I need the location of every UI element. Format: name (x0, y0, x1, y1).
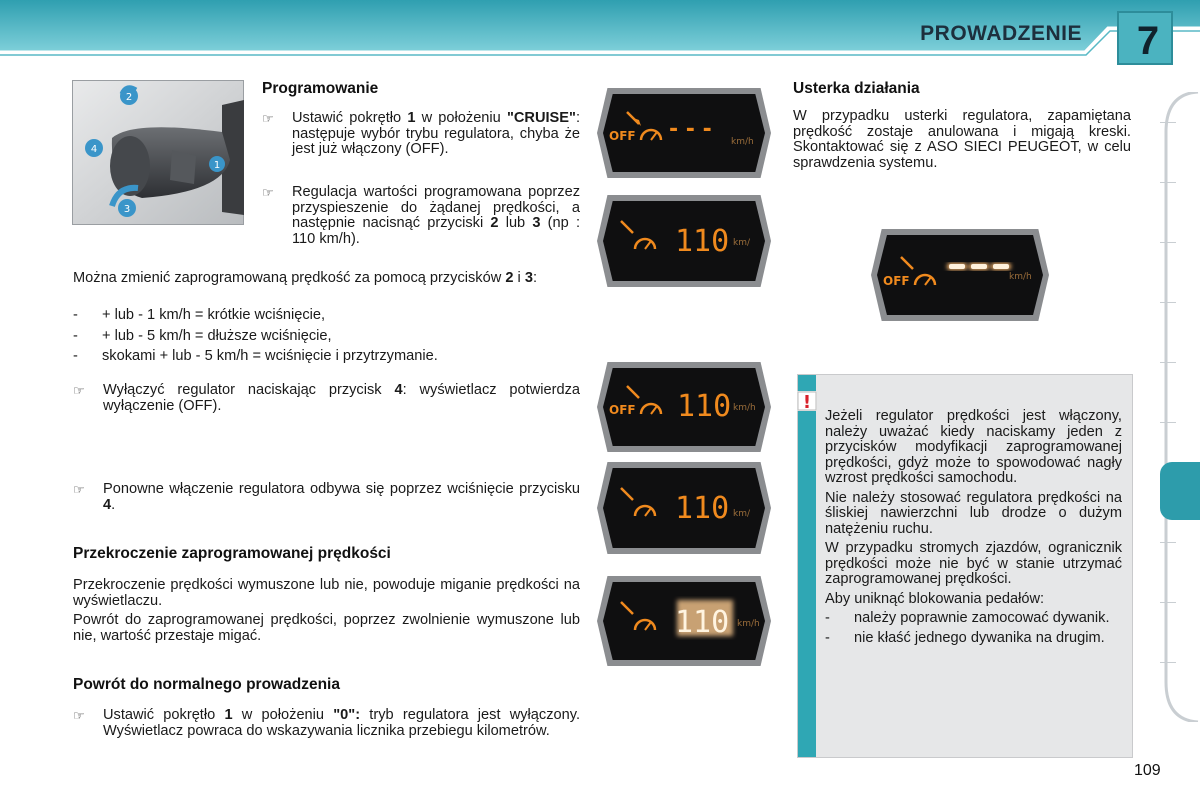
warning-paragraph-2: Nie należy stosować regulatora prędkości na śliskiej nawierzchni lub drodze o dużym natężeniu ruchu. (825, 489, 1122, 537)
speedometer-icon (621, 602, 655, 630)
warning-paragraph-1: Jeżeli regulator prędkości jest włączony, należy uważać kiedy naciskamy jeden z przycisków modyfikacji zaprogramowanej prędkości, gdyż może to spowodować nagły wzrost prędkości samochodu. (825, 408, 1122, 486)
list-item: - + lub - 5 km/h = dłuższe wciśnięcie, (73, 327, 332, 344)
instruction-return: ☞ Ustawić pokrętło 1 w położeniu "0": tryb regulatora jest wyłączony. Wyświetlacz powraca do wskazywania licznika przebiegu kilometrów. (73, 707, 581, 739)
label-3: 3 (123, 204, 131, 215)
pointer-icon: ☞ (262, 185, 274, 200)
list-item: - + lub - 1 km/h = krótkie wciśnięcie, (73, 307, 326, 323)
section-title-usterka: Usterka działania (793, 80, 920, 97)
instruction-switch-off: ☞ Wyłączyć regulator naciskając przycisk 4: wyświetlacz potwierdza wyłączenie (OFF). (73, 382, 580, 414)
chapter-number: 7 (1136, 18, 1160, 63)
list-item: - należy poprawnie zamocować dywanik. (825, 610, 1110, 626)
warning-paragraph-3: W przypadku stromych zjazdów, ogranicznik prędkości może nie być w stanie utrzymać zaprogramowanej prędkości. (825, 540, 1122, 587)
pointer-icon: ☞ (73, 383, 85, 398)
adjustment-list (73, 303, 580, 365)
display-speed-110 (597, 195, 771, 287)
paragraph-usterka: W przypadku usterki regulatora, zapamiętana prędkość zostaje anulowana i migają kreski. Skontaktować się z ASO SIECI PEUGEOT, w celu sprawdzenia systemu. (793, 108, 1131, 171)
list-item: - nie kłaść jednego dywanika na drugim. (825, 629, 1105, 646)
page-header (0, 0, 1200, 63)
pointer-icon: ☞ (73, 482, 85, 497)
speed-readout: 110 (675, 224, 730, 259)
warning-paragraph-4: Aby uniknąć blokowania pedałów: (825, 590, 1045, 607)
unit-kmh: km/h (733, 403, 756, 413)
unit-kmh: km/ (733, 509, 751, 519)
chapter-index-tabs (1160, 92, 1200, 722)
pointer-icon: ☞ (73, 708, 85, 723)
display-speed-110-resumed (597, 462, 771, 554)
instruction-switch-on: ☞ Ponowne włączenie regulatora odbywa się poprzez wciśnięcie przycisku 4. (73, 481, 580, 513)
display-speed-flashing (597, 576, 771, 666)
page-number: 109 (1134, 762, 1161, 779)
speed-readout: 110 (675, 491, 730, 526)
display-fault (871, 229, 1049, 321)
section-title-powrot: Powrót do normalnego prowadzenia (73, 676, 340, 693)
unit-kmh: km/h (737, 619, 760, 629)
section-title-programowanie: Programowanie (262, 80, 379, 97)
instruction-set-cruise: ☞ Ustawić pokrętło 1 w położeniu "CRUISE": następuje wybór trybu regulatora, chyba że jest już włączony (OFF). (262, 110, 580, 157)
warning-stripe (798, 375, 816, 757)
svg-text:!: ! (802, 392, 812, 411)
dashes-readout: - - - (669, 117, 712, 142)
off-label: OFF (609, 129, 636, 143)
display-off-110 (597, 362, 771, 452)
paragraph-przekroczenie-2: Powrót do zaprogramowanej prędkości, poprzez zwolnienie wymuszone lub nie, wartość przestaje migać. (73, 612, 580, 644)
speed-readout: 110 (675, 605, 730, 640)
chapter-tab-active[interactable] (1160, 462, 1200, 520)
pointer-icon: ☞ (262, 111, 274, 126)
paragraph-przekroczenie-1: Przekroczenie prędkości wymuszone lub nie, powoduje miganie prędkości na wyświetlaczu. (73, 577, 580, 609)
list-item: - skokami + lub - 5 km/h = wciśnięcie i przytrzymanie. (73, 348, 438, 364)
unit-kmh: km/h (731, 137, 754, 147)
warning-box (797, 374, 1133, 758)
speedometer-icon (621, 488, 655, 516)
unit-kmh: km/h (1009, 272, 1032, 282)
off-label: OFF (883, 274, 910, 288)
unit-kmh: km/ (733, 238, 751, 248)
cruise-control-stalk-image (72, 80, 244, 225)
warning-icon (797, 391, 817, 411)
speedometer-icon (621, 221, 655, 249)
section-title-przekroczenie: Przekroczenie zaprogramowanej prędkości (73, 545, 391, 562)
label-2: 2 (125, 92, 133, 103)
speed-readout: 110 (677, 389, 732, 424)
label-4: 4 (90, 144, 98, 155)
chapter-title: PROWADZENIE (920, 22, 1082, 45)
label-1: 1 (213, 160, 221, 171)
display-off-dashes (597, 88, 771, 178)
off-label: OFF (609, 403, 636, 417)
instruction-set-speed: ☞ Regulacja wartości programowana poprzez przyspieszenie do żądanej prędkości, a następnie nacisnąć przyciski 2 lub 3 (np : 110 km/h). (262, 184, 580, 247)
paragraph-mozna: Można zmienić zaprogramowaną prędkość za pomocą przycisków 2 i 3: (73, 270, 537, 286)
